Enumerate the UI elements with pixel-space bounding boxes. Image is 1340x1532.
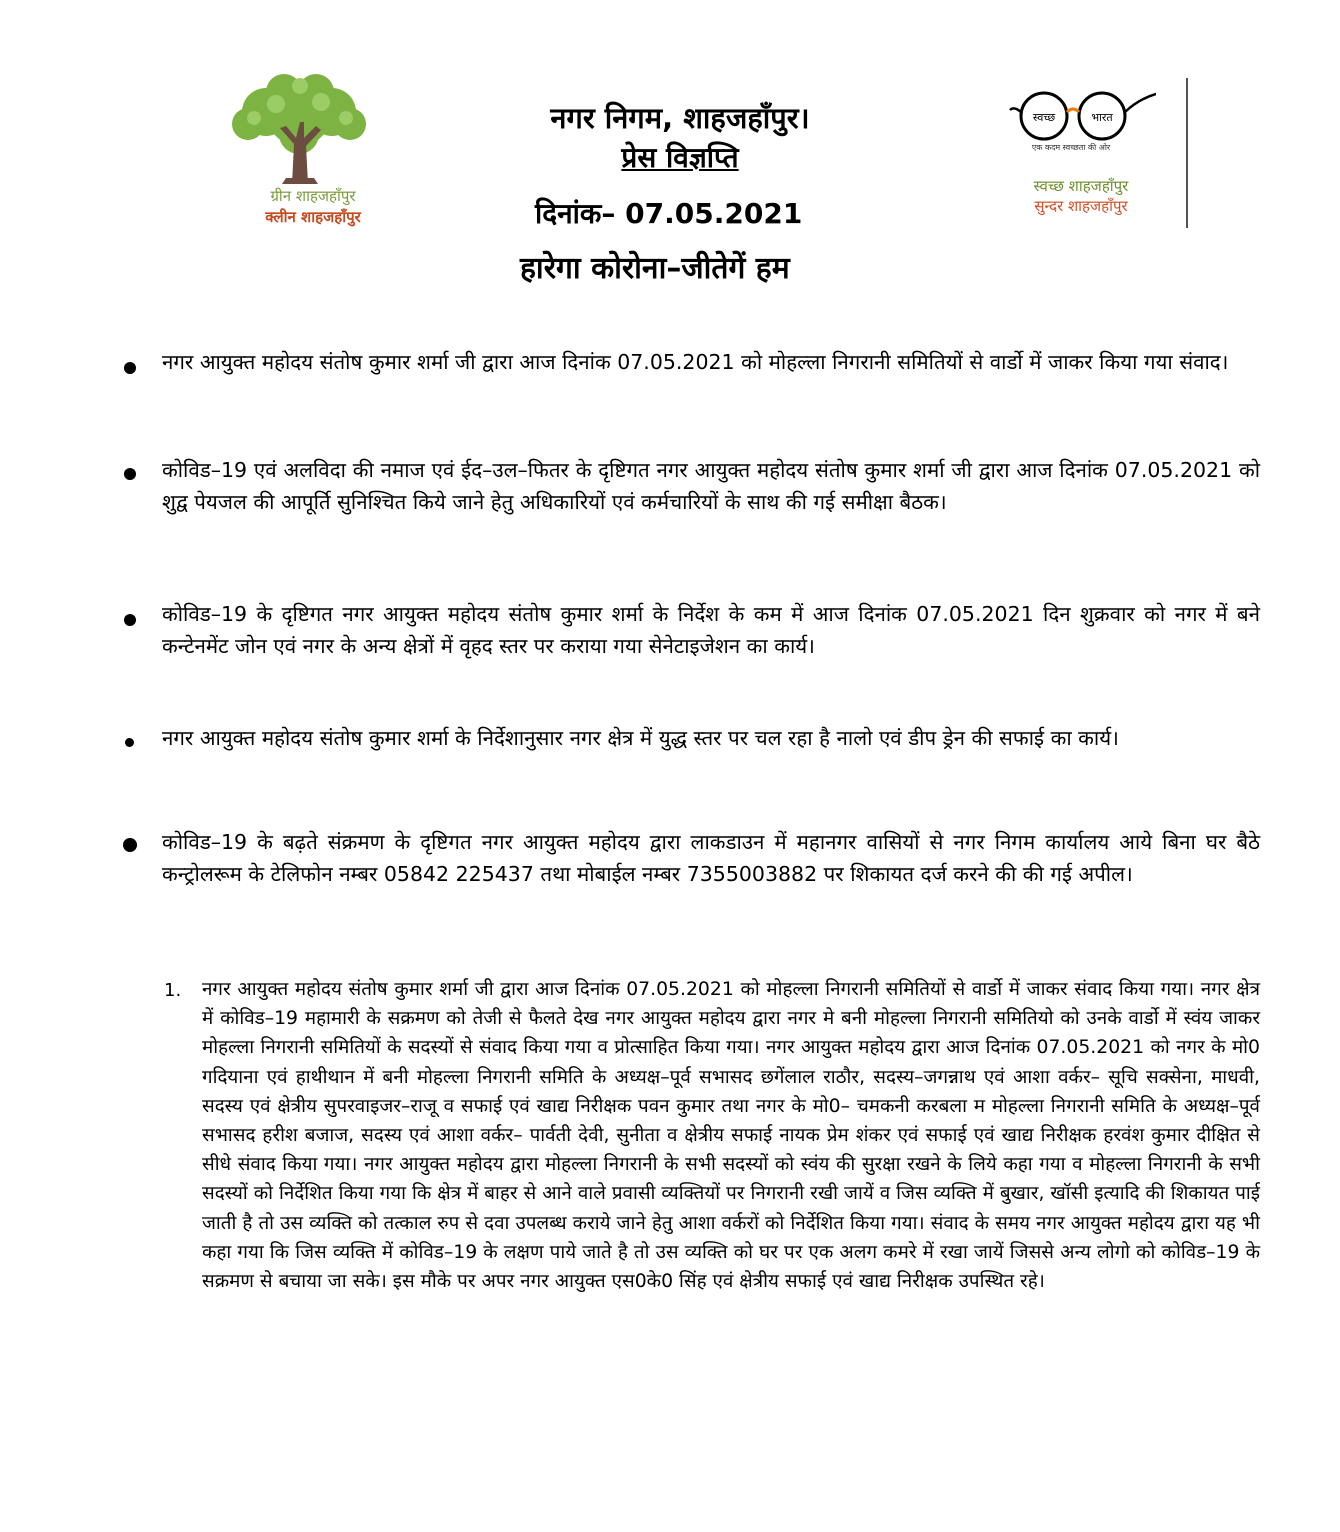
bullet-item: नगर आयुक्त महोदय संतोष कुमार शर्मा जी द्वारा आज दिनांक 07.05.2021 को मोहल्ला निगरानी समितियों से वार्डो में जाकर किया गया संवाद।	[162, 350, 1229, 374]
tree-icon	[196, 74, 402, 186]
gandhi-glasses-icon	[1006, 82, 1156, 142]
bullet-item: कोविड–19 के दृष्टिगत नगर आयुक्त महोदय संतोष कुमार शर्मा के निर्देश के कम में आज दिनांक 07.05.2021 दिन शुक्रवार को नगर में बने कन्टेनमेंट जोन एवं नगर के अन्य क्षेत्रों में वृहद स्तर पर कराया गया सेनेटाइजेशन का कार्य।	[162, 602, 1260, 658]
glasses-right-text: भारत	[1091, 111, 1113, 124]
list-number: 1.	[164, 980, 182, 1001]
bullet-dot	[124, 614, 136, 626]
swachh-bharat-logo	[1006, 82, 1186, 232]
page-title: नगर निगम, शाहजहाँपुर।	[550, 101, 810, 135]
bullet-dot	[124, 362, 136, 374]
bullet-item: नगर आयुक्त महोदय संतोष कुमार शर्मा के निर्देशानुसार नगर क्षेत्र में युद्ध स्तर पर चल रहा है नालो एवं डीप ड्रेन की सफाई का कार्य।	[162, 726, 1119, 750]
swachh-shahjahanpur-tagline: स्वच्छ शाहजहाँपुर	[1033, 177, 1129, 195]
bullet-dot	[123, 838, 137, 852]
bullet-item: कोविड–19 के बढ़ते संक्रमण के दृष्टिगत नगर आयुक्त महोदय द्वारा लाकडाउन में महानगर वासियों से नगर निगम कार्यालय आये बिना घर बैठे कन्ट्रोलरूम के टेलिफोन नम्बर 05842 225437 तथा मोबाईल नम्बर 7355003882 पर शिकायत दर्ज करने की की गई अपील।	[162, 830, 1260, 886]
press-release-label: प्रेस विज्ञप्ति	[621, 141, 739, 174]
sundar-shahjahanpur-tagline: सुन्दर शाहजहाँपुर	[1034, 197, 1128, 215]
header-divider	[1186, 78, 1188, 228]
glasses-left-text: स्वच्छ	[1032, 111, 1056, 124]
slogan: हारेगा कोरोना–जीतेगें हम	[520, 251, 790, 286]
numbered-paragraph: नगर आयुक्त महोदय संतोष कुमार शर्मा जी द्वारा आज दिनांक 07.05.2021 को मोहल्ला निगरानी समितियों से वार्डो में जाकर संवाद किया गया। नगर क्षेत्र में कोविड–19 महामारी के सक्रमण को तेजी से फैलते देख नगर आयुक्त महोदय द्वारा नगर मे बनी मोहल्ला निगरानी समितियो को उनके वार्डो में स्वंय जाकर मोहल्ला निगरानी समितियों के सदस्यों से संवाद किया गया व प्रोत्साहित किया गया। नगर आयुक्त महोदय द्वारा आज दिनांक 07.05.2021 को नगर के मो0 गदियाना एवं हाथीथान में बनी मोहल्ला निगरानी समिति के अध्यक्ष–पूर्व सभासद छगेंलाल राठौर, सदस्य–जगन्नाथ एवं आशा वर्कर– सूचि सक्सेना, माधवी, सदस्य एवं क्षेत्रीय सुपरवाइजर–राजू व सफाई एवं खाद्य निरीक्षक पवन कुमार तथा नगर के मो0– चमकनी करबला म मोहल्ला निगरानी समिति के अध्यक्ष–पूर्व सभासद हरीश बजाज, सदस्य एवं आशा वर्कर– पार्वती देवी, सुनीता व क्षेत्रीय सफाई नायक प्रेम शंकर एवं सफाई एवं खाद्य निरीक्षक हरवंश कुमार दीक्षित से सीधे संवाद किया गया। नगर आयुक्त महोदय द्वारा मोहल्ला निगरानी के सभी सदस्यों को स्वंय की सुरक्षा रखने के लिये कहा गया व मोहल्ला निगरानी के सभी सदस्यों को निर्देशित किया गया कि क्षेत्र में बाहर से आने वाले प्रवासी व्यक्तियों पर निगरानी रखी जायें व जिस व्यक्ति में बुखार, खॉसी इत्यादि की शिकायत पाई जाती है तो उस व्यक्ति को तत्काल रुप से दवा उपलब्ध कराये जाने हेतु आशा वर्करों को निर्देशित किया गया। संवाद के समय नगर आयुक्त महोदय द्वारा यह भी कहा गया कि जिस व्यक्ति में कोविड–19 के लक्षण पाये जाते है तो उस व्यक्ति को घर पर एक अलग कमरे में रखा जायें जिससे अन्य लोगो को कोविड–19 के सक्रमण से बचाया जा सके। इस मौके पर अपर नगर आयुक्त एस0के0 सिंह एवं क्षेत्रीय सफाई एवं खाद्य निरीक्षक उपस्थित रहे।	[202, 979, 1260, 1293]
bullet-item: कोविड–19 एवं अलविदा की नमाज एवं ईद–उल–फितर के दृष्टिगत नगर आयुक्त महोदय संतोष कुमार शर्मा जी द्वारा आज दिनांक 07.05.2021 को शुद्व पेयजल की आपूर्ति सुनिश्चित किये जाने हेतु अधिकारियों एवं कर्मचारियों के साथ की गई समीक्षा बैठक।	[162, 458, 1260, 514]
release-date: दिनांक– 07.05.2021	[535, 197, 803, 230]
green-shahjahanpur-tagline: ग्रीन शाहजहाँपुर	[270, 187, 356, 205]
bullet-dot	[125, 738, 134, 747]
bullet-dot	[124, 468, 136, 480]
green-shahjahanpur-logo	[196, 74, 402, 234]
clean-shahjahanpur-tagline: क्लीन शाहजहाँपुर	[265, 208, 361, 226]
swachh-bharat-motto: एक कदम स्वच्छता की ओर	[1031, 143, 1111, 152]
press-release-heading	[400, 138, 960, 176]
